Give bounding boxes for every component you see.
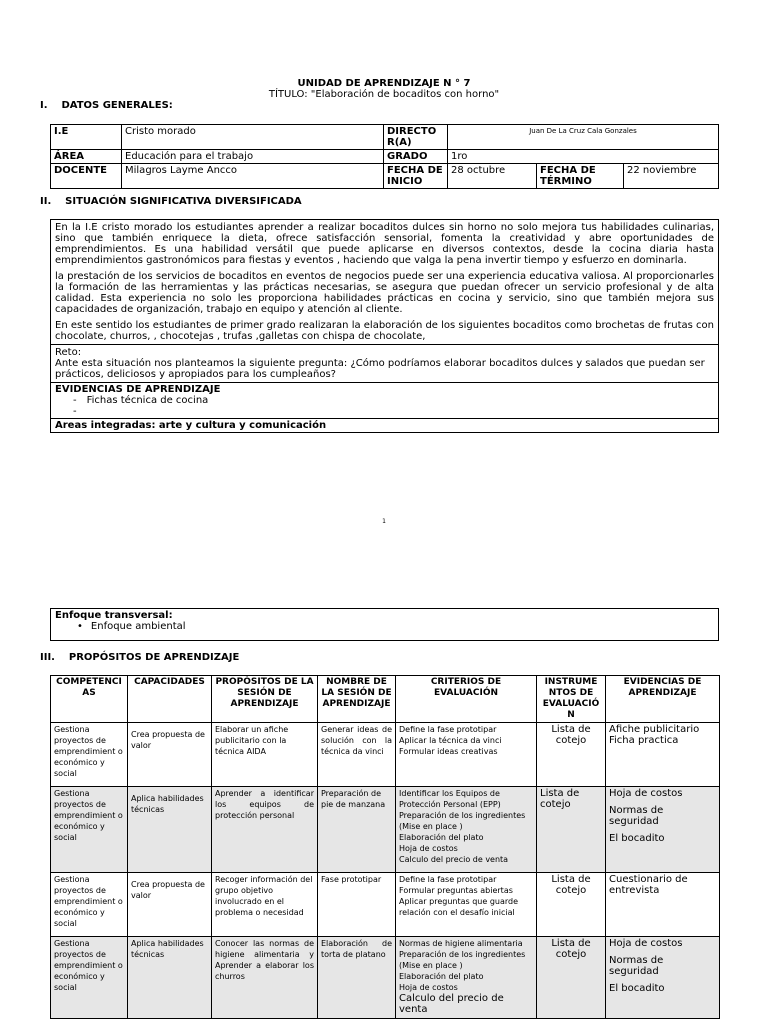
enfoque-cell bbox=[51, 609, 719, 641]
criterio: Hoja de costos bbox=[399, 983, 458, 992]
row-competencia: Gestiona proyectos de emprendimient o económico y social bbox=[51, 723, 128, 787]
table-row bbox=[51, 937, 720, 1019]
evidencia: Ficha practica bbox=[609, 735, 679, 746]
header-instrumentos: INSTRUME NTOS DE EVALUACIÓ N bbox=[537, 676, 606, 723]
document-subtitle: TÍTULO: "Elaboración de bocaditos con horno" bbox=[268, 89, 500, 100]
area-label: ÁREA bbox=[51, 150, 122, 164]
area-value: Educación para el trabajo bbox=[122, 150, 384, 164]
row-evidencias bbox=[606, 787, 720, 873]
criterio: Aplicar la técnica da vinci bbox=[399, 736, 502, 745]
ie-value: Cristo morado bbox=[122, 125, 384, 150]
row-competencia: Gestiona proyectos de emprendimient o económico y social bbox=[51, 873, 128, 937]
criterio: Define la fase prototipar bbox=[399, 725, 497, 734]
section-2-heading: II. SITUACIÓN SIGNIFICATIVA DIVERSIFICADA bbox=[40, 196, 302, 207]
row-capacidad: Crea propuesta de valor bbox=[128, 873, 212, 937]
row-proposito: Recoger información del grupo objetivo involucrado en el problema o necesidad bbox=[212, 873, 318, 937]
row-criterios bbox=[396, 873, 537, 937]
evidencias-label: EVIDENCIAS DE APRENDIZAJE bbox=[55, 384, 221, 395]
row-proposito: Conocer las normas de higiene alimentaria y Aprender a elaborar los churros bbox=[212, 937, 318, 1019]
reto-cell bbox=[51, 345, 719, 383]
docente-value: Milagros Layme Ancco bbox=[122, 164, 384, 189]
criterio: Formular preguntas abiertas bbox=[399, 886, 513, 895]
row-evidencias bbox=[606, 873, 720, 937]
evidencias-cell bbox=[51, 383, 719, 419]
criterio: Preparación de los ingredientes (Mise en place ) bbox=[399, 811, 526, 831]
row-capacidad: Crea propuesta de valor bbox=[128, 723, 212, 787]
row-instrumento: Lista de cotejo bbox=[537, 787, 606, 873]
criterio: Elaboración del plato bbox=[399, 972, 484, 981]
row-capacidad: Aplica habilidades técnicas bbox=[128, 787, 212, 873]
criterio: Define la fase prototipar bbox=[399, 875, 497, 884]
evidencia: El bocadito bbox=[609, 983, 665, 994]
row-criterios bbox=[396, 787, 537, 873]
criterio: Identificar los Equipos de Protección Personal (EPP) bbox=[399, 789, 501, 809]
section-3-heading: III. PROPÓSITOS DE APRENDIZAJE bbox=[40, 652, 240, 663]
row-evidencias bbox=[606, 723, 720, 787]
row-nombre: Fase prototipar bbox=[318, 873, 396, 937]
evidencia: Normas de seguridad bbox=[609, 805, 664, 827]
section-1-heading: I. DATOS GENERALES: bbox=[40, 100, 173, 111]
director-label: DIRECTO R(A) bbox=[384, 125, 448, 150]
criterio: Aplicar preguntas que guarde relación con el desafío inicial bbox=[399, 897, 519, 917]
grado-value: 1ro bbox=[448, 150, 719, 164]
situacion-paragraph-2: la prestación de los servicios de bocaditos en eventos de negocios puede ser una experiencia educativa valiosa. Al proporcionarles la formación de las herramientas y las prácticas necesarias, se asegura que puedan ofrecer un servicio profesional y de alta calidad. Esta experiencia no solo les proporciona habilidades prácticas en cocina y servicio, sino que también mejora sus capacidades de organización, trabajo en equipo y atención al cliente. bbox=[55, 271, 714, 315]
row-instrumento: Lista de cotejo bbox=[537, 873, 606, 937]
row-instrumento: Lista de cotejo bbox=[537, 723, 606, 787]
header-nombre-sesion: NOMBRE DE LA SESIÓN DE APRENDIZAJE bbox=[318, 676, 396, 723]
row-nombre: Elaboración de torta de platano bbox=[318, 937, 396, 1019]
criterio: Calculo del precio de venta bbox=[399, 855, 509, 864]
row-capacidad: Aplica habilidades técnicas bbox=[128, 937, 212, 1019]
evidencia: Cuestionario de entrevista bbox=[609, 874, 688, 896]
row-competencia: Gestiona proyectos de emprendimient o económico y social bbox=[51, 937, 128, 1019]
row-proposito: Aprender a identificar los equipos de protección personal bbox=[212, 787, 318, 873]
situacion-paragraph-1: En la I.E cristo morado los estudiantes aprender a realizar bocaditos dulces sin horno no solo mejora tus habilidades culinarias, sino que también enriquece la dieta, ofrece satisfacción sensorial, fomenta la creatividad y abre oportunidades de emprendimientos. Es una habilidad versátil que puede aplicarse en diversos contextos, desde la cocina diaria hasta emprendimientos gastronómicos para fiestas y eventos , haciendo que valga la pena invertir tiempo y esfuerzo en dominarla. bbox=[55, 222, 714, 266]
header-criterios: CRITERIOS DE EVALUACIÓN bbox=[396, 676, 537, 723]
fecha-inicio-label: FECHA DE INICIO bbox=[384, 164, 448, 189]
evidencia: Hoja de costos bbox=[609, 788, 683, 799]
criterio: Preparación de los ingredientes (Mise en place ) bbox=[399, 950, 526, 970]
situacion-cell bbox=[51, 220, 719, 345]
criterio: Elaboración del plato bbox=[399, 833, 484, 842]
evidencia-item: - Fichas técnica de cocina bbox=[87, 395, 714, 406]
areas-integradas: Areas integradas: arte y cultura y comunicación bbox=[51, 419, 719, 433]
document-title: UNIDAD DE APRENDIZAJE N ° 7 bbox=[297, 78, 471, 89]
grado-label: GRADO bbox=[384, 150, 448, 164]
reto-text: Ante esta situación nos planteamos la siguiente pregunta: ¿Cómo podríamos elaborar bocaditos dulces y salados que puedan ser prácticos, deliciosos y apropiados para los cumpleaños? bbox=[55, 358, 705, 380]
header-evidencias: EVIDENCIAS DE APRENDIZAJE bbox=[606, 676, 720, 723]
criterio: Formular ideas creativas bbox=[399, 747, 498, 756]
row-evidencias bbox=[606, 937, 720, 1019]
row-competencia: Gestiona proyectos de emprendimient o económico y social bbox=[51, 787, 128, 873]
fecha-termino-value: 22 noviembre bbox=[624, 164, 719, 189]
situacion-paragraph-3: En este sentido los estudiantes de primer grado realizaran la elaboración de los siguientes bocaditos como brochetas de frutas con chocolate, churros, , chocotejas , trufas ,galletas con chispa de chocolate, bbox=[55, 320, 714, 342]
table-row bbox=[51, 787, 720, 873]
enfoque-item: • Enfoque ambiental bbox=[91, 621, 714, 632]
propositos-table bbox=[50, 675, 720, 1019]
situacion-table bbox=[50, 219, 719, 433]
row-proposito: Elaborar un afiche publicitario con la técnica AIDA bbox=[212, 723, 318, 787]
reto-label: Reto: bbox=[55, 347, 82, 358]
evidencia: Hoja de costos bbox=[609, 938, 683, 949]
row-nombre: Generar ideas de solución con la técnica da vinci bbox=[318, 723, 396, 787]
page-number: 1 bbox=[382, 518, 386, 525]
row-criterios bbox=[396, 723, 537, 787]
row-criterios bbox=[396, 937, 537, 1019]
fecha-termino-label: FECHA DE TÉRMINO bbox=[537, 164, 624, 189]
enfoque-table bbox=[50, 608, 719, 641]
evidencia: Afiche publicitario bbox=[609, 724, 700, 735]
row-nombre: Preparación de pie de manzana bbox=[318, 787, 396, 873]
ie-label: I.E bbox=[51, 125, 122, 150]
evidencia: El bocadito bbox=[609, 833, 665, 844]
criterio: Calculo del precio de venta bbox=[399, 993, 504, 1015]
criterio: Hoja de costos bbox=[399, 844, 458, 853]
header-propositos: PROPÓSITOS DE LA SESIÓN DE APRENDIZAJE bbox=[212, 676, 318, 723]
fecha-inicio-value: 28 octubre bbox=[448, 164, 537, 189]
header-competencias: COMPETENCI AS bbox=[51, 676, 128, 723]
criterio: Normas de higiene alimentaria bbox=[399, 939, 523, 948]
docente-label: DOCENTE bbox=[51, 164, 122, 189]
header-capacidades: CAPACIDADES bbox=[128, 676, 212, 723]
row-instrumento: Lista de cotejo bbox=[537, 937, 606, 1019]
datos-generales-table bbox=[50, 124, 719, 189]
enfoque-label: Enfoque transversal: bbox=[55, 610, 173, 621]
evidencia-item-empty bbox=[87, 406, 714, 417]
table-row bbox=[51, 873, 720, 937]
evidencia: Normas de seguridad bbox=[609, 955, 664, 977]
director-value: Juan De La Cruz Cala Gonzales bbox=[448, 125, 719, 150]
table-row bbox=[51, 723, 720, 787]
